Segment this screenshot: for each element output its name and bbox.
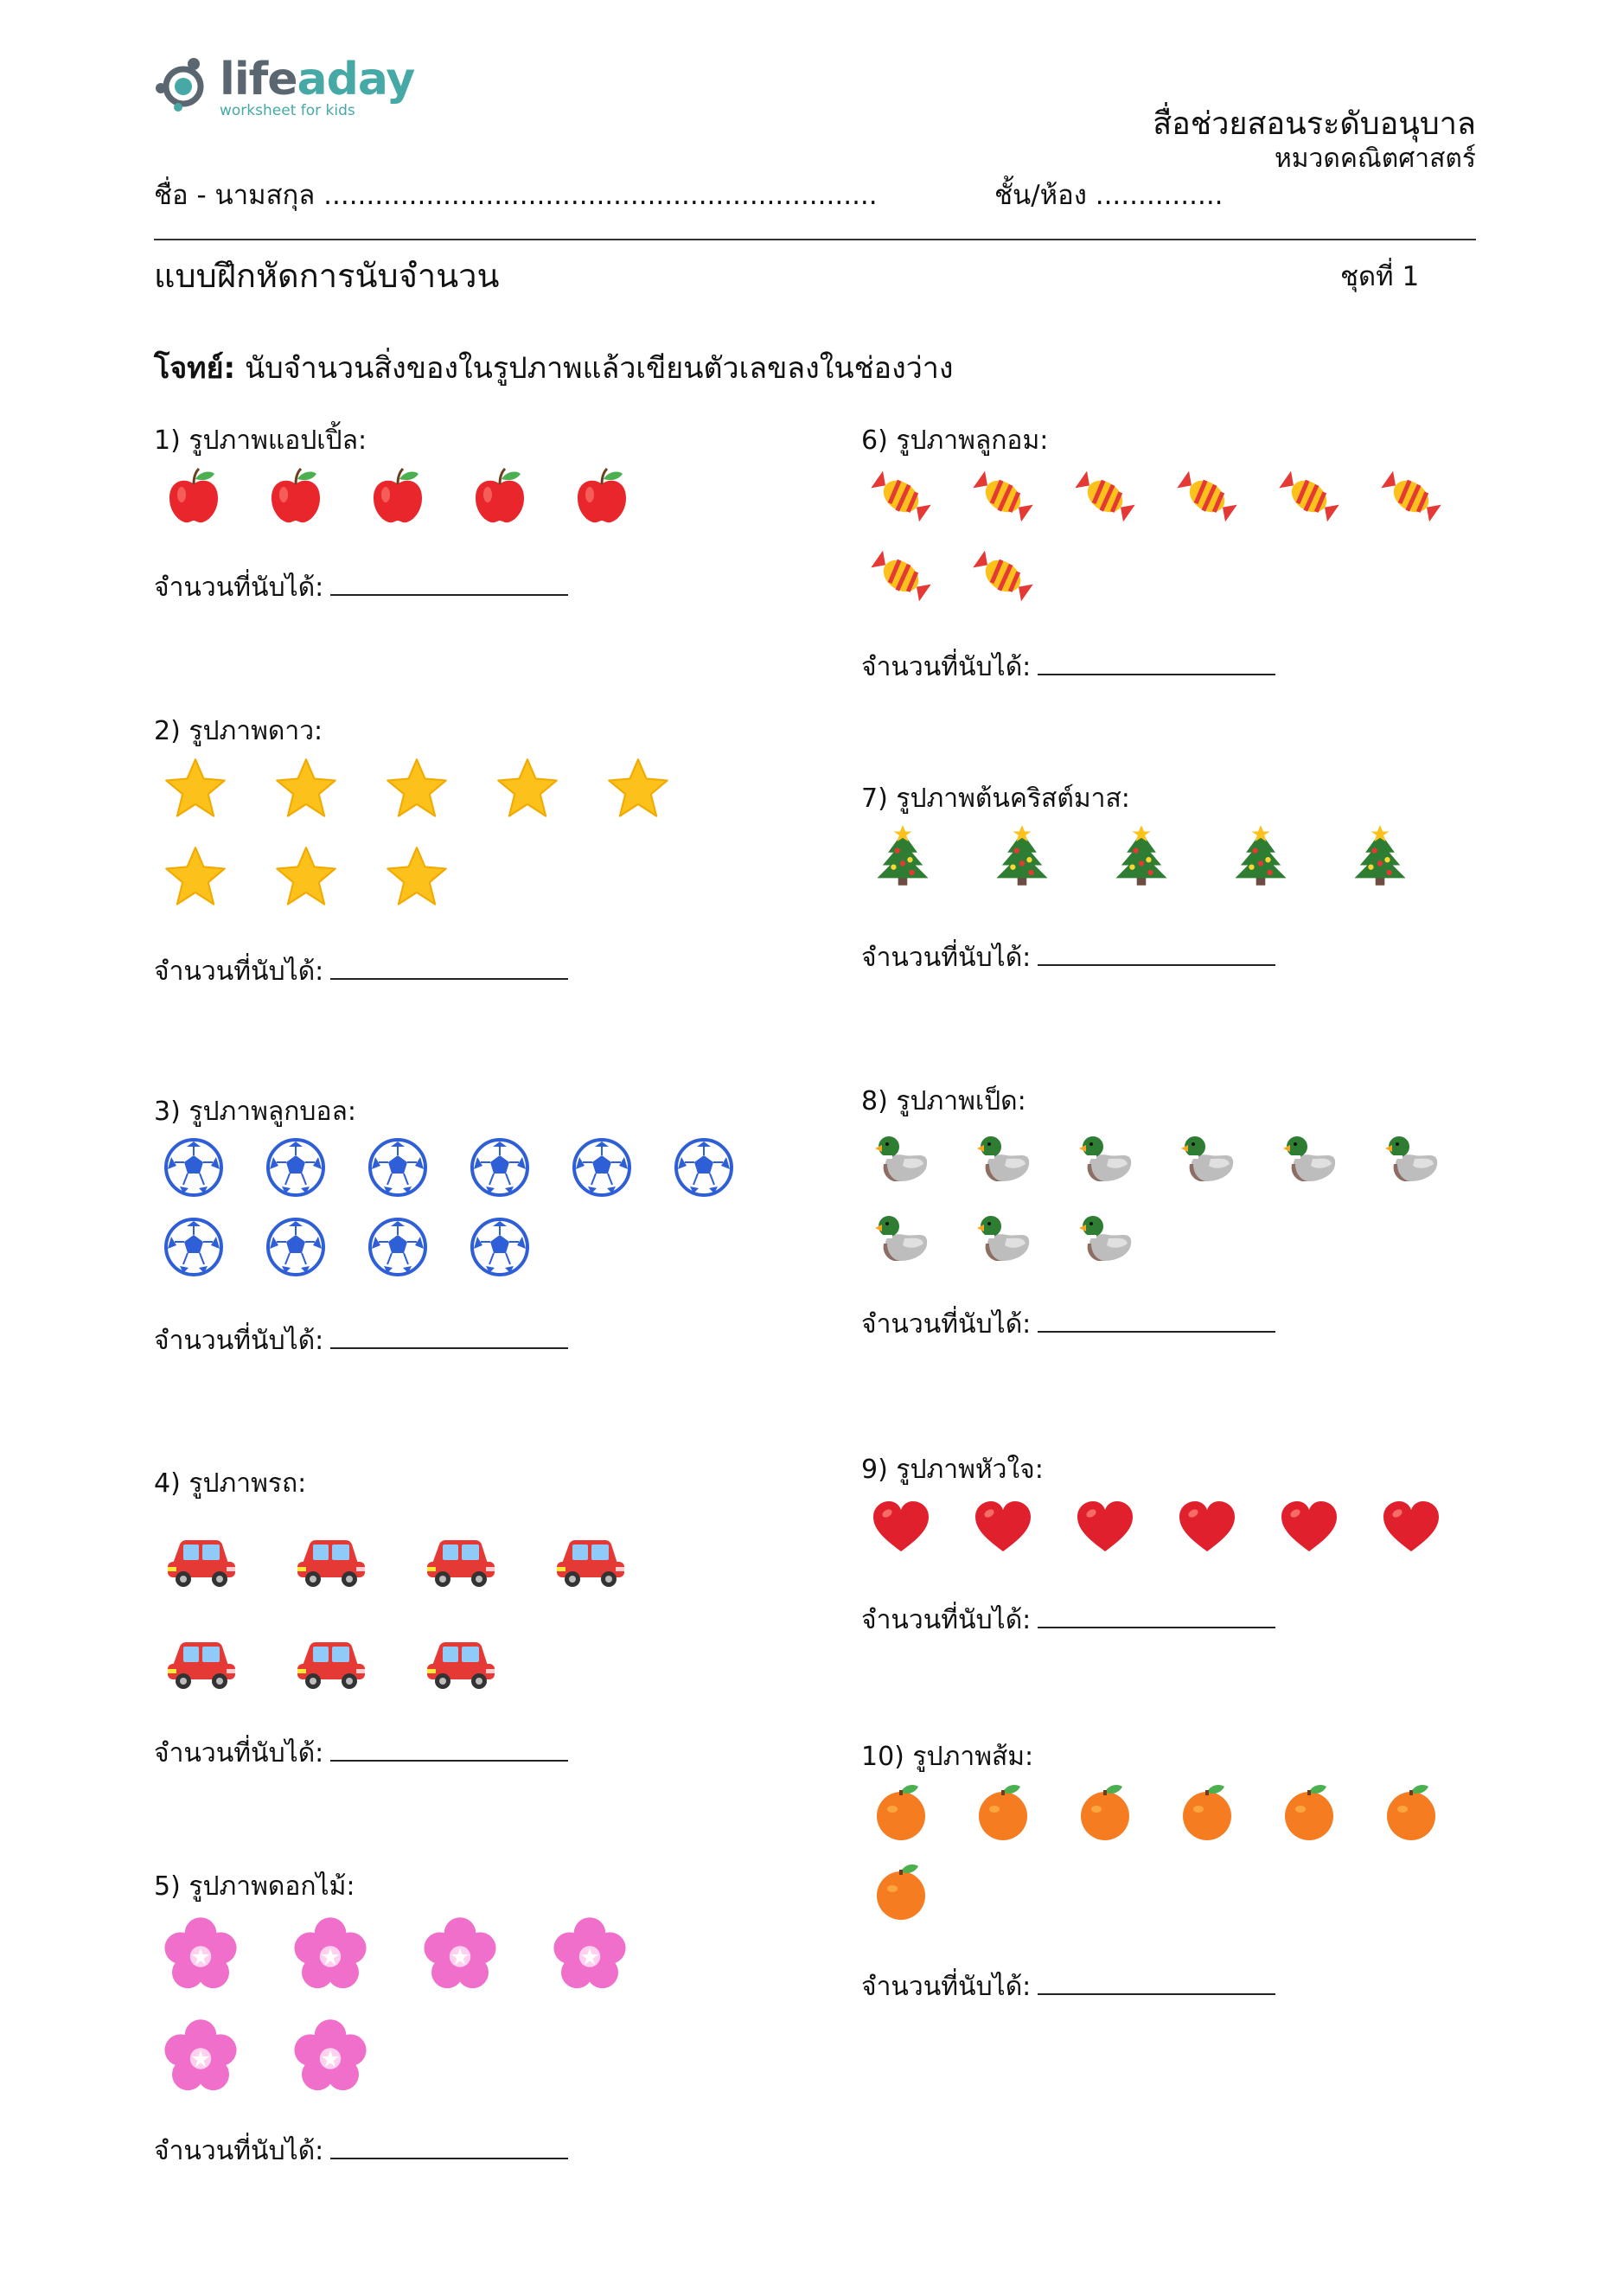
question-7 [861, 778, 1130, 973]
question-2 [154, 711, 324, 987]
question-4 [154, 1463, 324, 1768]
heart-icon [870, 1496, 932, 1558]
star-icon [384, 844, 450, 910]
flower-icon [163, 2018, 239, 2095]
candy-icon [972, 545, 1034, 607]
answer-blank[interactable] [1038, 940, 1275, 966]
candy-icon [1380, 465, 1442, 528]
orange-icon [870, 1861, 932, 1923]
answer-field [154, 1733, 568, 1774]
answer-field [154, 567, 568, 608]
heart-icon [1074, 1496, 1136, 1558]
heart-icon [1278, 1496, 1340, 1558]
star-icon [273, 756, 339, 822]
question-6 [861, 420, 1049, 682]
answer-blank[interactable] [1038, 1602, 1275, 1628]
question-9 [861, 1449, 1044, 1635]
set-number: ชุดที่ 1 [1340, 261, 1420, 292]
answer-blank[interactable] [330, 954, 568, 980]
orange-icon [1074, 1781, 1136, 1844]
christmas-tree-icon [989, 823, 1055, 889]
instruction-label: โจทย์: [154, 351, 236, 386]
header-subject: หมวดคณิตศาสตร์ [1274, 144, 1476, 174]
question-5 [154, 1866, 355, 2166]
flower-icon [422, 1916, 498, 1992]
logo [152, 52, 415, 121]
answer-field [154, 2131, 568, 2171]
soccer-ball-icon [673, 1136, 735, 1199]
soccer-ball-icon [367, 1136, 429, 1199]
answer-blank[interactable] [330, 1323, 568, 1349]
duck-icon [870, 1126, 932, 1188]
question-title: 2) รูปภาพดาว: [154, 716, 323, 746]
orange-icon [972, 1781, 1034, 1844]
soccer-ball-icon [469, 1216, 531, 1278]
duck-icon [870, 1206, 932, 1268]
instruction-text: นับจำนวนสิ่งของในรูปภาพแล้วเขียนตัวเลขลงในช่องว่าง [244, 351, 954, 386]
answer-blank[interactable] [1038, 1969, 1275, 1995]
question-title: 7) รูปภาพต้นคริสต์มาส: [861, 783, 1130, 814]
question-title: 1) รูปภาพแอปเปิ้ล: [154, 425, 367, 456]
car-icon [292, 1624, 368, 1700]
class-field-label: ชั้น/ห้อง ............... [994, 180, 1224, 211]
question-title: 4) รูปภาพรถ: [154, 1468, 307, 1499]
flower-icon [552, 1916, 628, 1992]
question-title: 9) รูปภาพหัวใจ: [861, 1455, 1044, 1485]
question-3 [154, 1091, 356, 1356]
car-icon [422, 1522, 498, 1598]
heart-icon [1380, 1496, 1442, 1558]
candy-icon [1176, 465, 1238, 528]
question-10 [861, 1736, 1034, 2002]
heart-icon [972, 1496, 1034, 1558]
logo-text: lifeaday [220, 54, 415, 106]
car-icon [163, 1624, 239, 1700]
candy-icon [870, 465, 932, 528]
question-title: 10) รูปภาพส้ม: [861, 1742, 1034, 1772]
answer-blank[interactable] [1038, 1307, 1275, 1333]
answer-blank[interactable] [330, 570, 568, 596]
star-icon [163, 844, 228, 910]
christmas-tree-icon [1347, 823, 1413, 889]
answer-field [861, 1967, 1275, 2007]
question-title: 8) รูปภาพเป็ด: [861, 1086, 1026, 1116]
answer-field [861, 937, 1275, 978]
apple-icon [163, 465, 225, 528]
answer-label: จำนวนที่นับได้: [154, 572, 324, 603]
answer-blank[interactable] [330, 1736, 568, 1762]
candy-icon [1074, 465, 1136, 528]
car-icon [552, 1522, 628, 1598]
car-icon [292, 1522, 368, 1598]
logo-tagline: worksheet for kids [220, 102, 355, 119]
answer-field [154, 951, 568, 992]
soccer-ball-icon [367, 1216, 429, 1278]
question-8 [861, 1081, 1032, 1340]
apple-icon [571, 465, 633, 528]
christmas-tree-icon [1109, 823, 1174, 889]
soccer-ball-icon [163, 1216, 225, 1278]
candy-icon [870, 545, 932, 607]
question-title: 6) รูปภาพลูกอม: [861, 425, 1049, 456]
answer-label: จำนวนที่นับได้: [154, 956, 324, 987]
apple-icon [265, 465, 327, 528]
heart-icon [1176, 1496, 1238, 1558]
flower-icon [292, 1916, 368, 1992]
car-icon [163, 1522, 239, 1598]
star-icon [495, 756, 560, 822]
answer-field [154, 1321, 568, 1361]
duck-icon [1176, 1126, 1238, 1188]
question-title: 3) รูปภาพลูกบอล: [154, 1097, 356, 1127]
duck-icon [1074, 1206, 1136, 1268]
answer-label: จำนวนที่นับได้: [154, 2136, 324, 2166]
christmas-tree-icon [870, 823, 936, 889]
instruction [154, 344, 953, 391]
duck-icon [972, 1126, 1034, 1188]
duck-icon [1074, 1126, 1136, 1188]
car-icon [422, 1624, 498, 1700]
answer-label: จำนวนที่นับได้: [861, 1972, 1032, 2002]
header-title: สื่อช่วยสอนระดับอนุบาล [1153, 106, 1476, 142]
star-icon [605, 756, 671, 822]
worksheet-title: แบบฝึกหัดการนับจำนวน [154, 257, 500, 295]
logo-mark-icon [152, 54, 214, 116]
star-icon [273, 844, 339, 910]
duck-icon [972, 1206, 1034, 1268]
question-title: 5) รูปภาพดอกไม้: [154, 1871, 355, 1902]
answer-label: จำนวนที่นับได้: [861, 1309, 1032, 1340]
duck-icon [1278, 1126, 1340, 1188]
soccer-ball-icon [571, 1136, 633, 1199]
orange-icon [1278, 1781, 1340, 1844]
orange-icon [1176, 1781, 1238, 1844]
soccer-ball-icon [265, 1136, 327, 1199]
answer-blank[interactable] [1038, 649, 1275, 675]
divider [154, 239, 1476, 240]
duck-icon [1380, 1126, 1442, 1188]
christmas-tree-icon [1228, 823, 1294, 889]
apple-icon [367, 465, 429, 528]
answer-field [861, 647, 1275, 688]
apple-icon [469, 465, 531, 528]
answer-label: จำนวนที่นับได้: [154, 1738, 324, 1768]
flower-icon [292, 2018, 368, 2095]
soccer-ball-icon [265, 1216, 327, 1278]
answer-label: จำนวนที่นับได้: [861, 943, 1032, 973]
candy-icon [972, 465, 1034, 528]
answer-label: จำนวนที่นับได้: [154, 1326, 324, 1356]
soccer-ball-icon [469, 1136, 531, 1199]
name-field-label: ชื่อ - นามสกุล ................................................................. [154, 180, 878, 211]
answer-label: จำนวนที่นับได้: [861, 1605, 1032, 1635]
soccer-ball-icon [163, 1136, 225, 1199]
candy-icon [1278, 465, 1340, 528]
question-1 [154, 420, 367, 603]
orange-icon [1380, 1781, 1442, 1844]
star-icon [384, 756, 450, 822]
star-icon [163, 756, 228, 822]
answer-field [861, 1600, 1275, 1640]
answer-blank[interactable] [330, 2133, 568, 2159]
answer-label: จำนวนที่นับได้: [861, 652, 1032, 682]
answer-field [861, 1304, 1275, 1345]
orange-icon [870, 1781, 932, 1844]
flower-icon [163, 1916, 239, 1992]
